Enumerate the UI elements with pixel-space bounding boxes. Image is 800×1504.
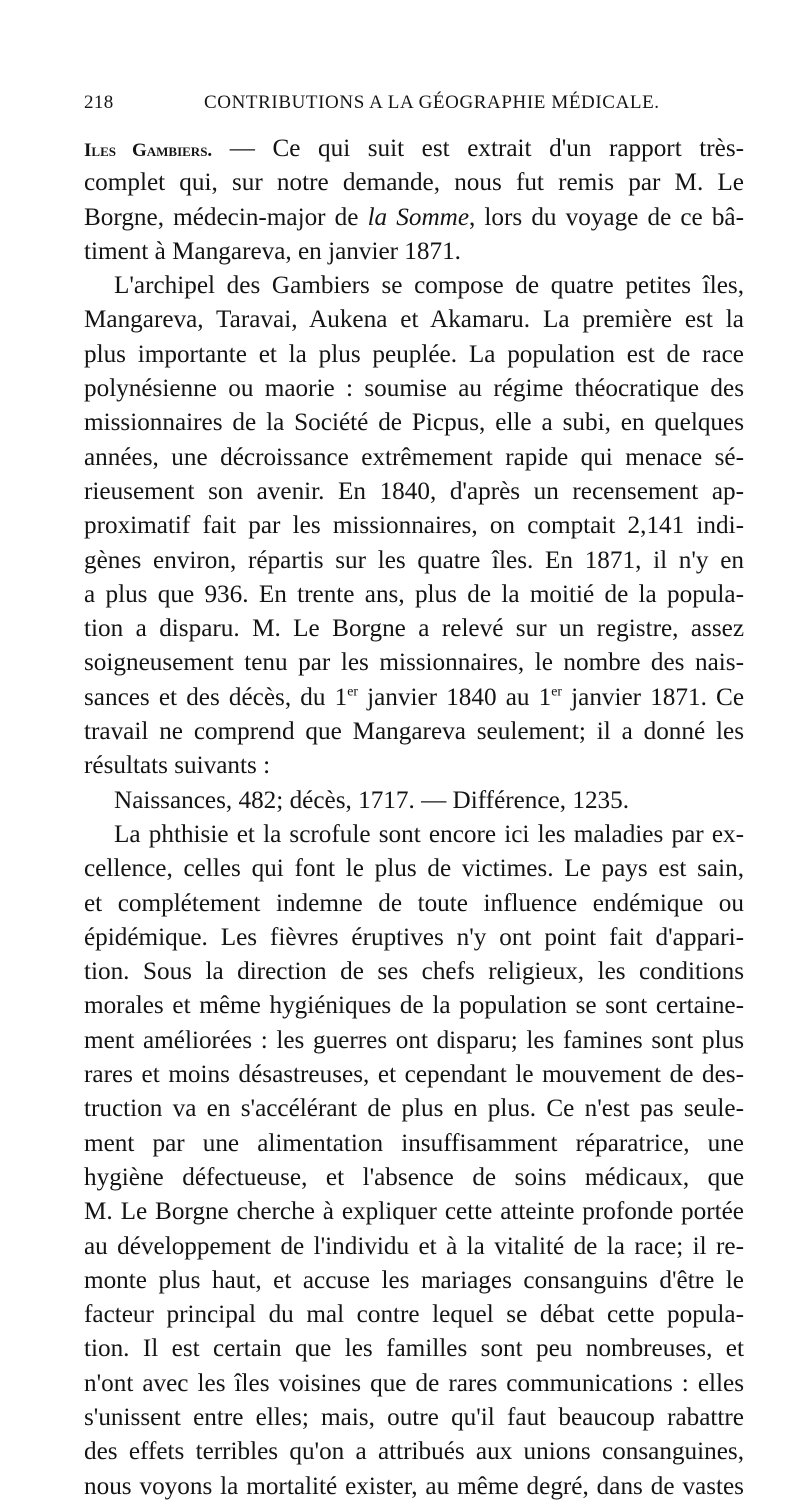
text-line: ment améliorées : les guerres ont disparu; les famines sont plus — [84, 1026, 744, 1054]
text-line: missionnaires de la Société de Picpus, elle a subi, en quelques — [84, 409, 744, 437]
text-line: rares et moins désastreuses, et cependant le mouvement de des- — [84, 1061, 744, 1089]
text-line: soigneusement tenu par les missionnaires, le nombre des nais- — [84, 649, 744, 677]
text-line: proximatif fait par les missionnaires, on comptait 2,141 indi- — [84, 512, 744, 540]
text-line: truction va en s'accélérant de plus en plus. Ce n'est pas seule- — [84, 1095, 744, 1123]
text-line: épidémique. Les fièvres éruptives n'y ont point fait d'appari- — [84, 923, 744, 951]
text-line: tion. Il est certain que les familles sont peu nombreuses, et — [84, 1335, 744, 1363]
text-line: facteur principal du mal contre lequel se débat cette popula- — [84, 1301, 744, 1329]
text-line: rieusement son avenir. En 1840, d'après un recensement ap- — [84, 477, 744, 505]
text-line: a plus que 936. En trente ans, plus de la moitié de la popula- — [84, 580, 744, 608]
text-line: M. Le Borgne cherche à expliquer cette atteinte profonde portée — [84, 1198, 744, 1226]
section-heading: Iles Gambiers. — [84, 140, 213, 161]
running-title: CONTRIBUTIONS A LA GÉOGRAPHIE MÉDICALE. — [204, 92, 660, 113]
text-line: sances et des décès, du 1er janvier 1840 au 1er janvier 1871. Ce — [84, 683, 744, 711]
text-line: années, une décroissance extrêmement rapide qui menace sé- — [84, 443, 744, 471]
text-line: au développement de l'individu et à la vitalité de la race; il re- — [84, 1232, 744, 1260]
text-line: cellence, celles qui font le plus de victimes. Le pays est sain, — [84, 855, 744, 883]
body-text — [84, 132, 744, 1504]
text-line: résultats suivants : — [84, 752, 271, 780]
text-line: hygiène défectueuse, et l'absence de soins médicaux, que — [84, 1163, 744, 1191]
text-line: Iles Gambiers. — Ce qui suit est extrait d'un rapport très- — [84, 135, 745, 162]
paragraph-start: La phthisie et la scrofule sont encore ici les maladies par ex- — [114, 820, 744, 848]
text-line: gènes environ, répartis sur les quatre îles. En 1871, il n'y en — [84, 546, 744, 574]
text-line: Borgne, médecin-major de la Somme, lors du voyage de ce bâ- — [84, 203, 744, 231]
text-line: ment par une alimentation insuffisamment réparatrice, une — [84, 1129, 744, 1157]
statistics-line: Naissances, 482; décès, 1717. — Différence, 1235. — [114, 786, 630, 814]
text-line: complet qui, sur notre demande, nous fut remis par M. Le — [84, 169, 744, 197]
text-line: timent à Mangareva, en janvier 1871. — [84, 237, 461, 265]
text-line: monte plus haut, et accuse les mariages consanguins d'être le — [84, 1266, 744, 1294]
text-line: n'ont avec les îles voisines que de rares communications : elles — [84, 1369, 744, 1397]
ship-name: la Somme — [367, 203, 470, 231]
running-head — [84, 92, 718, 120]
text-line: polynésienne ou maorie : soumise au régime théocratique des — [84, 375, 744, 403]
text-line: et complétement indemne de toute influence endémique ou — [84, 889, 744, 917]
text-line: des effets terribles qu'on a attribués aux unions consanguines, — [84, 1438, 744, 1466]
text-line: tion. Sous la direction de ses chefs religieux, les conditions — [84, 958, 744, 986]
text-line: tion a disparu. M. Le Borgne a relevé sur un registre, assez — [84, 615, 744, 643]
text-line: s'unissent entre elles; mais, outre qu'il faut beaucoup rabattre — [84, 1403, 744, 1431]
text-line: Mangareva, Taravai, Aukena et Akamaru. La première est la — [84, 306, 744, 334]
page-number: 218 — [84, 92, 114, 113]
paragraph-start: L'archipel des Gambiers se compose de quatre petites îles, — [114, 272, 744, 300]
text-line: plus importante et la plus peuplée. La population est de race — [84, 340, 744, 368]
text-line: morales et même hygiéniques de la population se sont certaine- — [84, 992, 744, 1020]
text-line: nous voyons la mortalité exister, au même degré, dans de vastes — [84, 1472, 744, 1500]
text-line: travail ne comprend que Mangareva seulement; il a donné les — [84, 718, 744, 746]
